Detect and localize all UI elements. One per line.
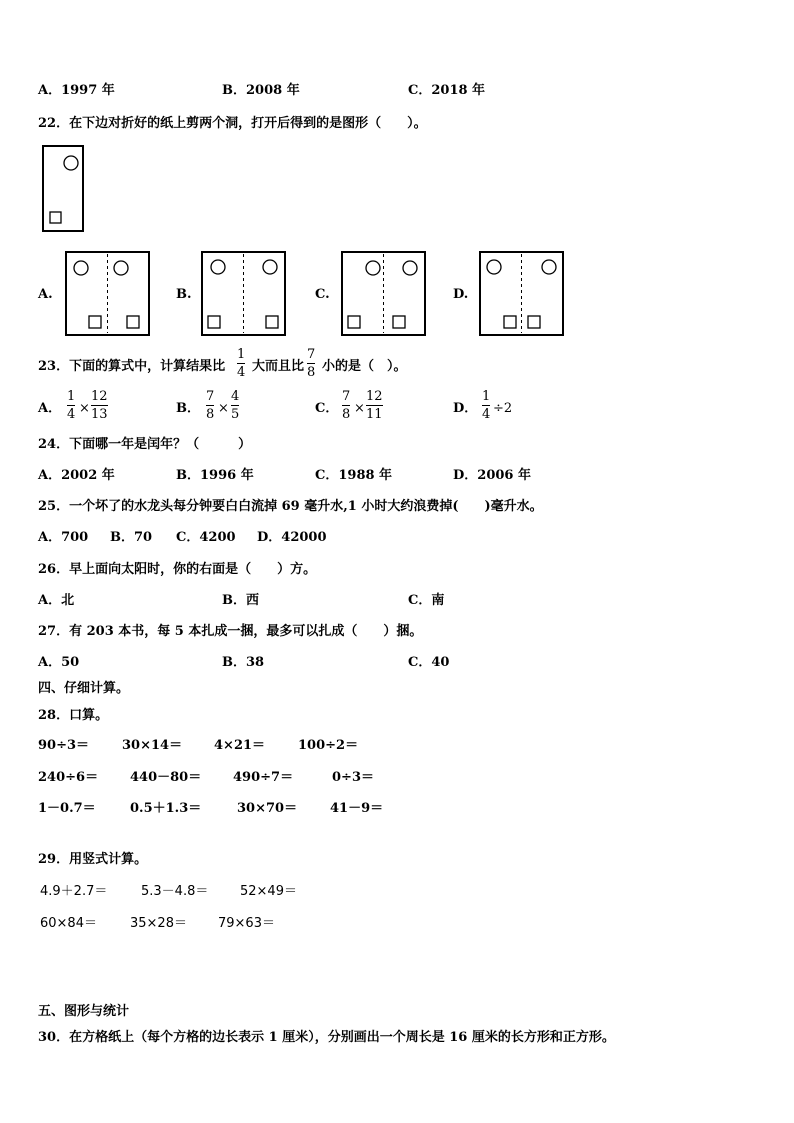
denominator: 8 <box>206 407 215 422</box>
numerator: 1 <box>67 389 76 404</box>
q29-item: 60×84＝ <box>40 916 97 931</box>
numerator: 12 <box>91 389 108 404</box>
q22-label-a: A. <box>38 287 53 302</box>
section4-title: 四、仔细计算。 <box>38 681 130 696</box>
q28-item: 90÷3＝ <box>38 738 90 753</box>
q23-option-c-fraction2 <box>366 389 383 422</box>
q29-item: 35×28＝ <box>130 916 187 931</box>
numerator: 7 <box>307 347 316 362</box>
q27-option-b: B．38 <box>222 655 265 670</box>
q26-option-a: A．北 <box>38 593 75 608</box>
q24-option-c: C．1988 年 <box>315 468 393 483</box>
q28-stem: 28．口算。 <box>38 708 109 723</box>
q26-option-c: C．南 <box>408 593 445 608</box>
q28-item: 0.5＋1.3＝ <box>130 801 202 816</box>
q28-item: 490÷7＝ <box>233 770 294 785</box>
q28-item: 30×14＝ <box>122 738 183 753</box>
q21-option-c: C．2018 年 <box>408 83 486 98</box>
q26-option-b: B．西 <box>222 593 259 608</box>
q26-stem: 26．早上面向太阳时，你的右面是（ ）方。 <box>38 562 317 577</box>
q23-option-a-fraction1 <box>67 389 75 422</box>
q30-stem: 30．在方格纸上（每个方格的边长表示 1 厘米），分别画出一个周长是 16 厘米的长方形和正方形。 <box>38 1030 615 1045</box>
q23-option-d-fraction1 <box>482 389 490 422</box>
q27-option-c: C．40 <box>408 655 450 670</box>
q24-option-a: A．2002 年 <box>38 468 115 483</box>
q22-option-b-figure <box>200 250 288 338</box>
denominator: 5 <box>231 407 240 422</box>
q28-item: 440－80＝ <box>130 770 202 785</box>
q25-option-c: C．4200 <box>176 530 236 545</box>
denominator: 4 <box>482 407 491 422</box>
folded-paper-figure <box>40 144 88 236</box>
q23-option-c-operator: × <box>354 401 365 416</box>
q22-label-d: D. <box>453 287 469 302</box>
q23-option-b-fraction2 <box>231 389 239 422</box>
q22-option-d-figure <box>478 250 566 338</box>
q24-option-d: D．2006 年 <box>453 468 531 483</box>
q23-option-d-operator: ÷2 <box>493 401 513 416</box>
q22-option-c-figure <box>340 250 428 338</box>
q29-item: 52×49＝ <box>240 884 297 899</box>
denominator: 11 <box>366 407 383 422</box>
q23-option-c-fraction1 <box>342 389 350 422</box>
q28-item: 1－0.7＝ <box>38 801 96 816</box>
q23-option-a-operator: × <box>79 401 90 416</box>
denominator: 4 <box>67 407 76 422</box>
section5-title: 五、图形与统计 <box>38 1004 130 1019</box>
q23-fraction-one-quarter <box>237 347 245 380</box>
q23-option-b-operator: × <box>218 401 229 416</box>
q29-item: 79×63＝ <box>218 916 275 931</box>
q28-item: 30×70＝ <box>237 801 298 816</box>
q27-stem: 27．有 203 本书，每 5 本扎成一捆，最多可以扎成（ ）捆。 <box>38 624 423 639</box>
q27-option-a: A．50 <box>38 655 80 670</box>
q23-option-c-label: C． <box>315 401 339 416</box>
q25-stem: 25．一个坏了的水龙头每分钟要白白流掉 69 毫升水,1 小时大约浪费掉( )毫升水。 <box>38 499 543 514</box>
q23-option-a-fraction2 <box>91 389 108 422</box>
q29-item: 5.3－4.8＝ <box>141 884 209 899</box>
q25-option-d: D．42000 <box>257 530 327 545</box>
q23-stem-part2: 大而且比 <box>252 359 305 374</box>
q23-option-d-label: D． <box>453 401 478 416</box>
q22-label-b: B. <box>176 287 192 302</box>
q23-option-a-label: A． <box>38 401 62 416</box>
q24-option-b: B．1996 年 <box>176 468 254 483</box>
denominator: 4 <box>237 365 246 380</box>
numerator: 1 <box>482 389 491 404</box>
numerator: 7 <box>206 389 215 404</box>
q23-stem-part1: 23．下面的算式中，计算结果比 <box>38 359 226 374</box>
numerator: 4 <box>231 389 240 404</box>
q29-item: 4.9＋2.7＝ <box>40 884 108 899</box>
denominator: 8 <box>342 407 351 422</box>
q22-option-a-figure <box>64 250 152 338</box>
q28-item: 100÷2＝ <box>298 738 359 753</box>
q21-option-a: A．1997 年 <box>38 83 115 98</box>
q25-option-a: A．700 <box>38 530 89 545</box>
q22-label-c: C. <box>315 287 330 302</box>
q21-option-b: B．2008 年 <box>222 83 300 98</box>
q23-stem-part3: 小的是（ ）。 <box>322 359 407 374</box>
numerator: 12 <box>366 389 383 404</box>
denominator: 13 <box>91 407 108 422</box>
numerator: 7 <box>342 389 351 404</box>
q29-stem: 29．用竖式计算。 <box>38 852 148 867</box>
q23-fraction-seven-eighths <box>307 347 315 380</box>
numerator: 1 <box>237 347 246 362</box>
q23-option-b-fraction1 <box>206 389 214 422</box>
q23-option-b-label: B． <box>176 401 200 416</box>
q28-item: 0÷3＝ <box>332 770 374 785</box>
q24-stem: 24．下面哪一年是闰年？（ ） <box>38 437 252 452</box>
q25-option-b: B．70 <box>110 530 153 545</box>
q28-item: 41－9＝ <box>330 801 384 816</box>
q28-item: 4×21＝ <box>214 738 266 753</box>
q28-item: 240÷6＝ <box>38 770 99 785</box>
denominator: 8 <box>307 365 316 380</box>
q22-stem: 22．在下边对折好的纸上剪两个洞，打开后得到的是图形（ ）。 <box>38 116 427 131</box>
